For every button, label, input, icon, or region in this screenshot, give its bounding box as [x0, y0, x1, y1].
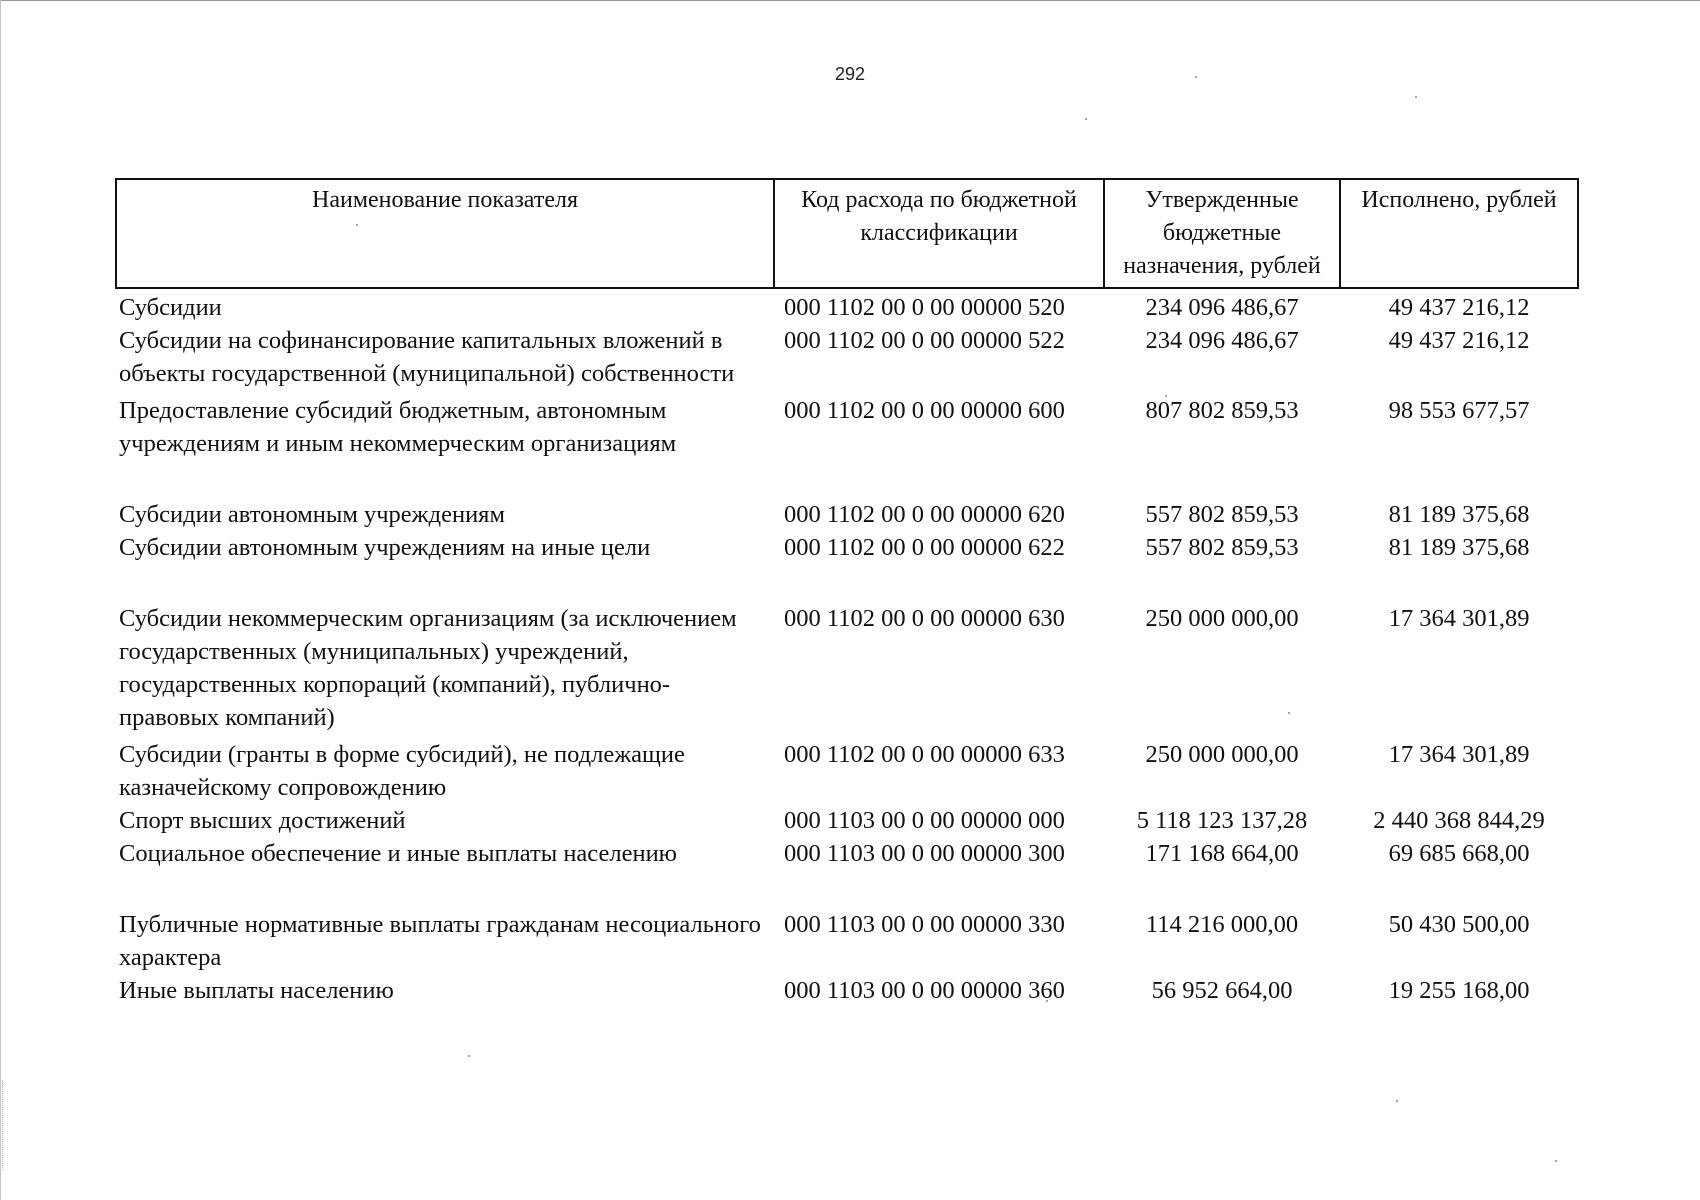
scan-frame-top-line — [0, 0, 1700, 1]
row-name: Субсидии некоммерческим организациям (за исключением государственных (муниципальных) учреждений, государственных корпораций (компаний), публично-правовых компаний) — [119, 605, 737, 731]
row-approved: 234 096 486,67 — [1145, 294, 1299, 321]
row-name: Субсидии автономным учреждениям — [119, 501, 505, 528]
row-code: 000 1102 00 0 00 00000 620 — [784, 501, 1065, 528]
row-approved: 250 000 000,00 — [1145, 605, 1299, 632]
row-executed: 19 255 168,00 — [1388, 977, 1530, 1004]
table-row — [116, 531, 1578, 602]
row-code: 000 1103 00 0 00 00000 360 — [784, 977, 1065, 1004]
header-expense-code: Код расхода по бюджетной классификации — [774, 179, 1104, 288]
row-executed: 69 685 668,00 — [1388, 840, 1530, 867]
row-name: Предоставление субсидий бюджетным, автономным учреждениям и иным некоммерческим организациям — [119, 397, 677, 457]
row-executed: 49 437 216,12 — [1388, 294, 1530, 321]
row-code: 000 1102 00 0 00 00000 633 — [784, 741, 1065, 768]
header-executed: Исполнено, рублей — [1340, 179, 1578, 288]
scan-speck — [468, 1055, 470, 1057]
row-executed: 49 437 216,12 — [1388, 327, 1530, 354]
table-row — [116, 602, 1578, 738]
row-approved: 114 216 000,00 — [1145, 911, 1299, 938]
row-code: 000 1103 00 0 00 00000 000 — [784, 807, 1065, 834]
scan-speck — [1555, 1160, 1557, 1162]
row-code: 000 1102 00 0 00 00000 630 — [784, 605, 1065, 632]
header-approved-budget: Утвержденные бюджетные назначения, рублей — [1104, 179, 1340, 288]
table-row — [116, 394, 1578, 498]
table-row — [116, 324, 1578, 394]
row-approved: 557 802 859,53 — [1145, 534, 1299, 561]
row-approved: 557 802 859,53 — [1145, 501, 1299, 528]
row-name: Иные выплаты населению — [119, 977, 394, 1004]
row-approved: 5 118 123 137,28 — [1136, 807, 1308, 834]
row-name: Субсидии — [119, 294, 222, 321]
row-executed: 17 364 301,89 — [1388, 741, 1530, 768]
row-executed: 98 553 677,57 — [1388, 397, 1530, 424]
row-name: Публичные нормативные выплаты гражданам несоциального характера — [119, 911, 761, 971]
scan-speck — [1396, 1100, 1398, 1102]
table-row — [116, 974, 1578, 1007]
row-code: 000 1102 00 0 00 00000 522 — [784, 327, 1065, 354]
row-executed: 81 189 375,68 — [1388, 501, 1530, 528]
row-executed: 81 189 375,68 — [1388, 534, 1530, 561]
row-approved: 234 096 486,67 — [1145, 327, 1299, 354]
row-approved: 56 952 664,00 — [1151, 977, 1293, 1004]
row-approved: 250 000 000,00 — [1145, 741, 1299, 768]
row-name: Социальное обеспечение и иные выплаты населению — [119, 840, 677, 867]
scan-frame-left-line — [0, 0, 1, 1200]
table-row — [116, 288, 1578, 324]
budget-table-container — [115, 178, 1577, 1007]
scan-speck — [1085, 118, 1087, 120]
row-name: Спорт высших достижений — [119, 807, 406, 834]
row-executed: 17 364 301,89 — [1388, 605, 1530, 632]
table-row — [116, 908, 1578, 974]
row-code: 000 1102 00 0 00 00000 622 — [784, 534, 1065, 561]
row-approved: 171 168 664,00 — [1145, 840, 1299, 867]
header-indicator-name: Наименование показателя — [116, 179, 774, 288]
scan-noise-mark — [2, 1080, 17, 1170]
table-row — [116, 498, 1578, 531]
table-body — [116, 288, 1578, 1007]
row-approved: 807 802 859,53 — [1145, 397, 1299, 424]
row-code: 000 1102 00 0 00 00000 520 — [784, 294, 1065, 321]
row-code: 000 1103 00 0 00 00000 300 — [784, 840, 1065, 867]
table-row — [116, 837, 1578, 908]
table-header-row — [116, 179, 1578, 288]
row-name: Субсидии (гранты в форме субсидий), не подлежащие казначейскому сопровождению — [119, 741, 685, 801]
budget-execution-table — [115, 178, 1579, 1007]
page-number: 292 — [834, 64, 866, 84]
row-executed: 50 430 500,00 — [1388, 911, 1530, 938]
row-code: 000 1103 00 0 00 00000 330 — [784, 911, 1065, 938]
row-name: Субсидии на софинансирование капитальных вложений в объекты государственной (муниципальной) собственности — [119, 327, 735, 387]
row-code: 000 1102 00 0 00 00000 600 — [784, 397, 1065, 424]
row-executed: 2 440 368 844,29 — [1373, 807, 1545, 834]
table-row — [116, 738, 1578, 804]
row-name: Субсидии автономным учреждениям на иные цели — [119, 534, 651, 561]
table-header — [116, 179, 1578, 288]
table-row — [116, 804, 1578, 837]
scan-speck — [1415, 96, 1417, 98]
